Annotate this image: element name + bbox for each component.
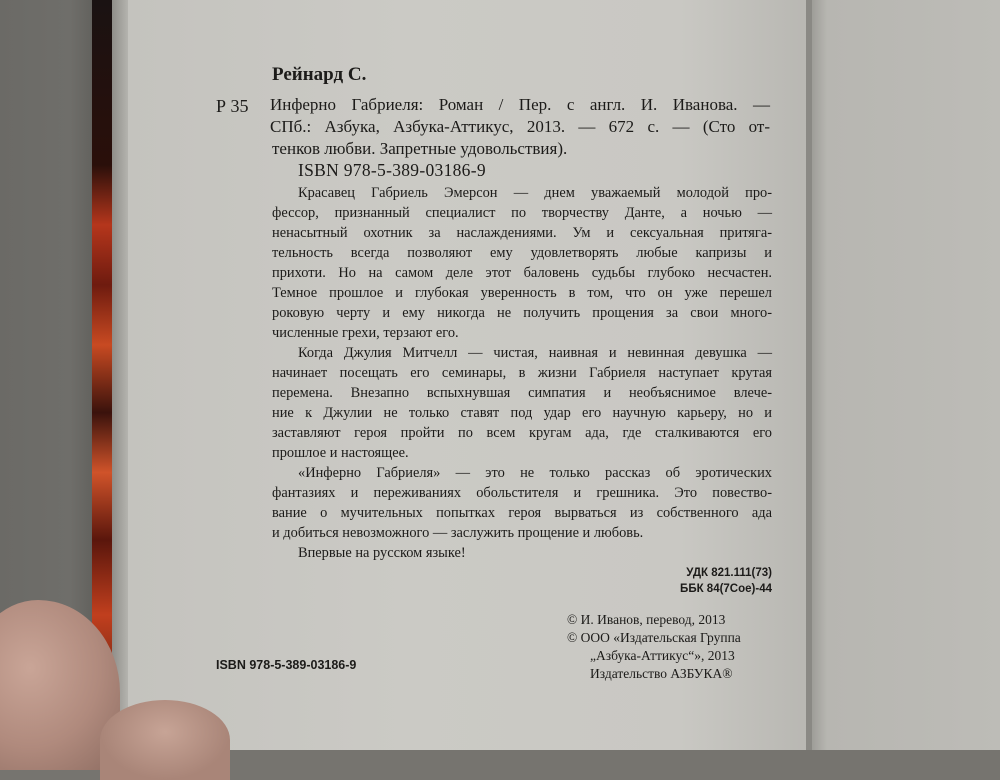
isbn-main: ISBN 978-5-389-03186-9 xyxy=(298,160,486,180)
isbn-bottom: ISBN 978-5-389-03186-9 xyxy=(216,658,357,672)
annotation-line: тельность всегда позволяют ему удовлетворять любые капризы и xyxy=(272,245,772,261)
annotation-line: фессор, признанный специалист по творчеству Данте, а ночью — xyxy=(272,205,772,221)
next-page xyxy=(812,0,1000,750)
annotation-line: «Инферно Габриеля» — это не только рассказ об эротических xyxy=(298,465,772,481)
biblio-line: СПб.: Азбука, Азбука-Аттикус, 2013. — 672 с. — (Сто от- xyxy=(270,117,770,136)
biblio-line: тенков любви. Запретные удовольствия). xyxy=(272,139,568,158)
annotation-line: Красавец Габриель Эмерсон — днем уважаемый молодой про- xyxy=(298,185,772,201)
annotation-line: ние к Джулии не только ставят под удар его научную карьеру, но и xyxy=(272,405,772,421)
annotation-line: заставляют героя пройти по всем кругам ада, где сталкиваются его xyxy=(272,425,772,441)
annotation-line: прошлое и настоящее. xyxy=(272,445,409,461)
annotation-closing-line: Впервые на русском языке! xyxy=(298,545,466,561)
copyright-line: Издательство АЗБУКА® xyxy=(590,666,733,681)
annotation-line: начинает посещать его семинары, в жизни Габриеля наступает крутая xyxy=(272,365,772,381)
annotation-line: Когда Джулия Митчелл — чистая, наивная и невинная девушка — xyxy=(298,345,772,361)
bbk-code: ББК 84(7Сое)-44 xyxy=(680,583,772,595)
annotation-line: численные грехи, терзают его. xyxy=(272,325,459,341)
annotation-line: роковую черту и ему никогда не получить прощения за свои много- xyxy=(272,305,772,321)
annotation-line: перемена. Внезапно вспыхнувшая симпатия и необъяснимое влече- xyxy=(272,385,772,401)
copyright-line: „Азбука-Аттикус“», 2013 xyxy=(590,648,735,663)
annotation-line: вание о мучительных попытках героя вырваться из собственного ада xyxy=(272,505,772,521)
annotation-line: Темное прошлое и глубокая уверенность в том, что он уже перешел xyxy=(272,285,772,301)
finger xyxy=(100,700,230,780)
annotation-line: прихоти. Но на самом деле этот баловень судьбы глубоко несчастен. xyxy=(272,265,772,281)
annotation-line: фантазиях и переживаниях обольстителя и грешника. Это повество- xyxy=(272,485,772,501)
annotation-line: ненасытный охотник за наслаждениями. Ум и сексуальная притяга- xyxy=(272,225,772,241)
copyright-line: © И. Иванов, перевод, 2013 xyxy=(567,612,726,627)
udk-code: УДК 821.111(73) xyxy=(686,567,772,579)
annotation-line: и добиться невозможного — заслужить прощение и любовь. xyxy=(272,525,644,541)
copyright-line: © ООО «Издательская Группа xyxy=(567,630,741,645)
biblio-line: Инферно Габриеля: Роман / Пер. с англ. И. Иванова. — xyxy=(270,95,770,114)
catalog-code: Р 35 xyxy=(216,96,249,116)
author-name: Рейнард С. xyxy=(272,64,367,85)
